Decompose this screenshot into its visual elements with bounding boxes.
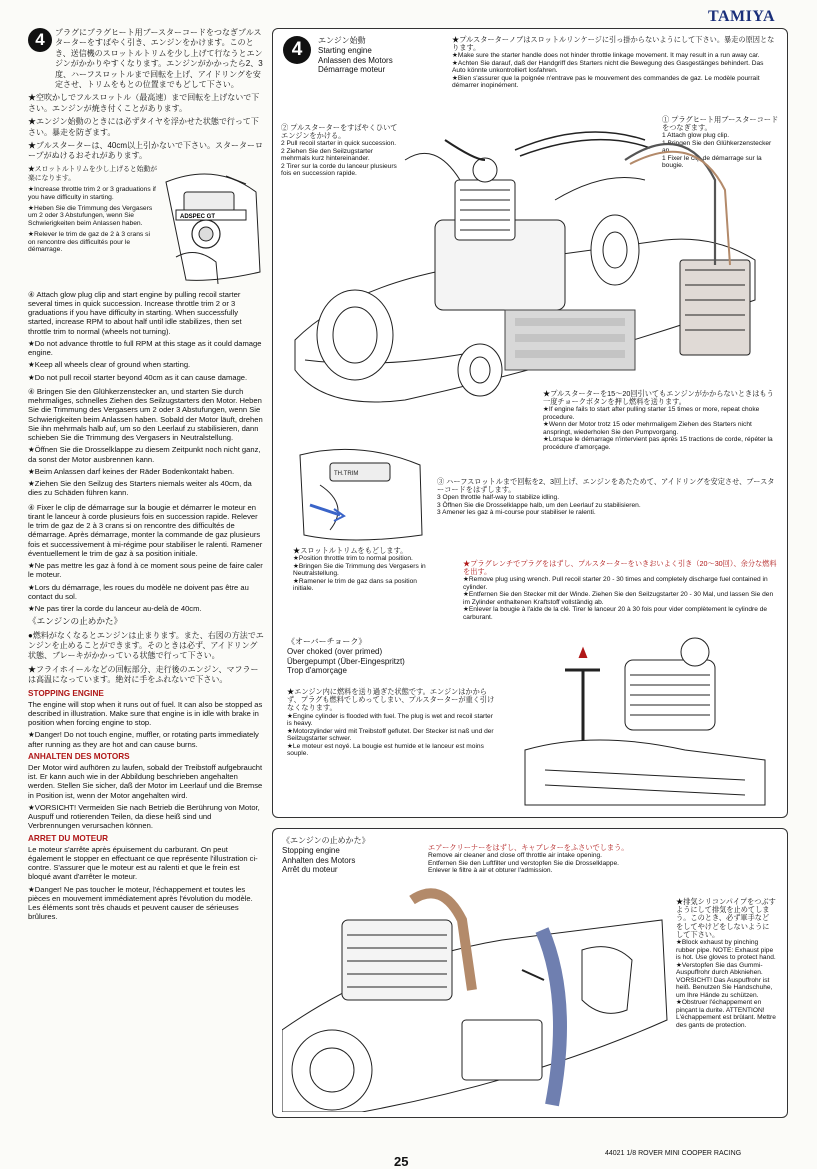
trim-reset-de: ★Bringen Sie die Trimmung des Vergasers in Neutralstellung.	[293, 562, 426, 578]
panel-title	[318, 36, 448, 74]
jp-intro: プラグにプラグヒート用ブースターコードをつなぎプルスターターをすばやく引き、エンジンをかけます。このとき、送信機のスロットルトリムを少し上げて行なうとエンジンがかかりやすくなります。エンジンがかかったら2、3度、ハーフスロットルまで回転を上げ、アイドリングを安定させ、トリムをもとの位置までもどして下さい。	[55, 28, 263, 89]
warn-en: ★Make sure the starter handle does not hinder throttle linkage movement. It may result in a run away car.	[452, 52, 760, 60]
s1-en: 1 Attach glow plug clip.	[662, 132, 730, 140]
stop-jp-heading: 《エンジンの止めかた》	[28, 616, 123, 627]
pipe-jp: ★排気シリコンパイプをつぶすようにして排気を止めてしまう。このとき、必ず軍手などをしてやけどをしないようにして下さい。	[676, 897, 776, 939]
fr-bullet: ★Ne pas tirer la corde du lanceur au-delà de 40cm.	[28, 604, 202, 614]
s3-fr: 3 Amener les gaz à mi-course pour stabiliser le ralenti.	[437, 509, 596, 517]
panel-title-en: Starting engine	[318, 46, 372, 56]
air-jp: エアークリーナーをはずし、キャブレターをふさいでしまう。	[428, 843, 629, 852]
stop-title-jp: 《エンジンの止めかた》	[282, 836, 370, 845]
s2-fr: 2 Tirer sur la corde du lanceur plusieurs fois en succession rapide.	[281, 162, 397, 178]
stop-de-warning: ★VORSICHT! Vermeiden Sie nach Betrieb die Berührung von Motor, Auspuff und rotierenden Teilen, da diese heiß sind und Verbrennungen verursachen können.	[28, 802, 260, 831]
s1-de: 1 Bringen Sie den Glühkerzenstecker an.	[662, 139, 772, 155]
jp-bullet: ★エンジン始動のときには必ずタイヤを浮かせた状態で行って下さい。暴走を防ぎます。	[28, 117, 259, 137]
flood-en: ★If engine fails to start after pulling starter 15 times or more, repeat choke procedure.	[543, 406, 760, 421]
car-engine-illustration	[285, 120, 785, 420]
over-b-en: ★Engine cylinder is flooded with fuel. The plug is wet and recoil starter is heavy.	[287, 712, 493, 728]
pipe-de: ★Verstopfen Sie das Gummi-Auspuffrohr durch Abkniehen. VORSICHT! Das Auspuffrohr ist heiß. Benutzen Sie Handschuhe, um Ihre Hände zu schützen.	[676, 961, 773, 999]
flood-de: ★Wenn der Motor trotz 15 oder mehrmaligem Ziehen des Starters nicht anspringt, wiederholen Sie den Pumpvorgang.	[543, 421, 752, 436]
over-choked-note	[287, 688, 497, 758]
warn-fr: ★Bien s'assurer que la poignée n'entrave pas le mouvement des commandes de gaz. Le modèle pourrait démarrer inopinément.	[452, 74, 760, 90]
gauge-label: ADSPEC GT	[180, 213, 216, 220]
s3-de: 3 Öffnen Sie die Drosselklappe halb, um den Leerlauf zu stabilisieren.	[437, 501, 641, 509]
stop-engine-illustration	[282, 880, 672, 1112]
jp-bullet: ★空吹かしでフルスロットル（最高速）まで回転を上げないで下さい。エンジンが焼き付くことがあります。	[28, 93, 260, 113]
s2-en: 2 Pull recoil starter in quick succession.	[281, 140, 397, 148]
fr-bullet: ★Ne pas mettre les gaz à fond à ce moment sous peine de faire caler le moteur.	[28, 561, 263, 580]
stop-title-de: Anhalten des Motors	[282, 855, 356, 865]
warn-jp: ★プルスターターノブはスロットルリンケージに引っ掛からないようにして下さい。暴走の原因となります。	[452, 35, 775, 53]
plug-fr: ★Enlever la bougie à l'aide de la clé. Tirer le lanceur 20 à 30 fois pour vider complètement le cylindre de carburant.	[463, 606, 768, 621]
stop-de-text: Der Motor wird aufhören zu laufen, sobald der Treibstoff aufgebraucht ist. Er kann auch wie in der Abbildung beschrieben angehalten werden. Stellen Sie sicher, daß der Motor im Leerlauf und die Bremse in Position ist, wenn der Motor angehalten wird.	[28, 762, 263, 800]
s1-fr: 1 Fixer le clip de démarrage sur la bougie.	[662, 154, 762, 170]
panel-title-fr: Démarrage moteur	[318, 64, 386, 74]
fr-bullet: ★Lors du démarrage, les roues du modèle ne doivent pas être au contact du sol.	[28, 582, 249, 601]
trim-label: TH.TRIM	[334, 471, 359, 477]
stop-jp-text: ●燃料がなくなるとエンジンは止まります。また、右図の方法でエンジンを止めることができます。そのときは必ず、アイドリング状態、ブレーキがかかっている状態で行って下さい。	[28, 630, 264, 661]
remove-plug-note	[463, 560, 778, 622]
over-choked-heading	[287, 637, 477, 675]
s2-jp: ② プルスターターをすばやくひいてエンジンをかける。	[281, 123, 398, 141]
pipe-fr: ★Obstruer l'échappement en pinçant la durite. ATTENTION! L'échappement est brûlant. Mettre des gants de protection.	[676, 999, 776, 1029]
stop-en-heading: STOPPING ENGINE	[28, 688, 104, 698]
plug-wrench-illustration	[505, 630, 775, 810]
brand-logo: TAMIYA	[707, 8, 775, 25]
stop-fr-warning: ★Danger! Ne pas toucher le moteur, l'échappement et toutes les pièces en mouvement immédiatement après l'évolution du modèle. Les éléments sont très chauds et peuvent causer de sérieuses brûlures.	[28, 884, 253, 922]
en-step-4: ④ Attach glow plug clip and start engine by pulling recoil starter several times in quick succession. Increase throttle trim 2 or 3 graduations if you have difficulty in starting. When successfully started, increase RPM to about half until idle stabilizes, then set throttle trim to normal (wheels not turning).	[28, 289, 242, 336]
s3-jp: ③ ハーフスロットルまで回転を2、3回上げ、エンジンをあたためて、アイドリングを安定させ、ブースターコードをはずします。	[437, 477, 775, 495]
en-bullet: ★Do not advance throttle to full RPM at this stage as it could damage engine.	[28, 338, 262, 358]
starter-handle-warning	[452, 36, 777, 90]
left-column	[28, 28, 264, 925]
en-bullet: ★Keep all wheels clear of ground when starting.	[28, 360, 191, 370]
stop-jp-warning: ★フライホイールなどの回転部分、走行後のエンジン、マフラーは高温になっています。絶対に手をふれないで下さい。	[28, 664, 259, 685]
trim-note-en: ★Increase throttle trim 2 or 3 graduations if you have difficulty in starting.	[28, 186, 156, 202]
plug-de: ★Entfernen Sie den Stecker mit der Winde. Ziehen Sie den Seilzugstarter 20 - 30 Mal, und lassen Sie den im Zylinder enthaltenen Kraftstoff vollständig ab.	[463, 591, 774, 606]
step-3-callout	[437, 478, 777, 517]
stop-title-fr: Arrêt du moteur	[282, 864, 338, 874]
trim-note-de: ★Heben Sie die Trimmung des Vergasers um 2 oder 3 Abstufungen, wenn Sie Schwierigkeiten beim Anlassen haben.	[28, 204, 153, 228]
trim-note-jp: ★スロットルトリムを少し上げると始動が楽になります。	[28, 165, 158, 182]
de-step-4: ④ Bringen Sie den Glühkerzenstecker an, und starten Sie durch mehrmaliges, schnelles Ziehen des Seilzugstarters den Motor. Heben Sie die Trimmung des Vergasers um 2 oder 3 Abstufungen, wenn Sie Schwierigkeiten beim Anlassen haben. Sobald der Motor läuft, drehen Sie ihn mehrmals halb auf, um so den Leerlauf zu stabilisieren, dann schieben Sie die Trimmung des Vergasers in Neutralstellung.	[28, 386, 263, 443]
over-fr: Trop d'amorçage	[287, 665, 347, 675]
over-de: Übergepumpt (Über-Eingespritzt)	[287, 656, 405, 666]
over-b-de: ★Motorzylinder wird mit Treibstoff geflutet. Der Stecker ist naß und der Seilzugstarter schwer.	[287, 727, 494, 743]
air-fr: Enlever le filtre à air et obturer l'admission.	[428, 867, 553, 875]
trim-note-block	[28, 166, 264, 286]
plug-jp: ★プラグレンチでプラグをはずし、プルスターターをいきおいよく引き（20〜30回）、余分な燃料を出す。	[463, 559, 777, 577]
trim-reset-note	[293, 547, 433, 593]
over-b-fr: ★Le moteur est noyé. La bougie est humide et le lanceur est moins souple.	[287, 742, 484, 758]
de-bullet: ★Öffnen Sie die Drosselklappe zu diesem Zeitpunkt noch nicht ganz, da sonst der Motor ausbrennen kann.	[28, 445, 261, 464]
jp-bullet: ★プルスターターは、40cm以上引かないで下さい。スターターロープがぬけるおそれがあります。	[28, 140, 263, 161]
stop-title-en: Stopping engine	[282, 846, 340, 856]
panel-step-badge: 4	[283, 36, 311, 64]
trim-note-fr: ★Relever le trim de gaz de 2 à 3 crans si on rencontre des difficultés pour le démarrage.	[28, 230, 150, 254]
over-jp: 《オーバーチョーク》	[287, 637, 367, 646]
s3-en: 3 Open throttle half-way to stabilize idling.	[437, 494, 560, 502]
de-bullet: ★Beim Anlassen darf keines der Räder Bodenkontakt haben.	[28, 466, 235, 476]
exhaust-pipe-note	[676, 898, 776, 1029]
s1-jp: ① プラグヒート用ブースターコードをつなぎます。	[662, 115, 779, 133]
step-number-badge: 4	[28, 28, 52, 52]
stop-en-warning: ★Danger! Do not touch engine, muffler, or rotating parts immediately after running as they are hot and can cause burns.	[28, 730, 259, 749]
de-bullet: ★Ziehen Sie den Seilzug des Starters niemals weiter als 40cm, da dies zu Schäden führen kann.	[28, 479, 252, 498]
fr-step-4: ④ Fixer le clip de démarrage sur la bougie et démarrer le moteur en tirant le lanceur à corde plusieurs fois en succession rapide. Relever le trim de gaz de 2 à 3 crans si on rencontre des difficultés de démarrage. Après démarrage, monter la commande de gaz plusieurs fois et successivement à mi-régime pour stabiliser le ralenti. Ramener éventuellement le trim de gaz à sa position initiale.	[28, 502, 263, 558]
over-en: Over choked (over primed)	[287, 647, 383, 657]
throttle-trim-illustration	[290, 445, 438, 545]
warn-de: ★Achten Sie darauf, daß der Handgriff des Starters nicht die Bewegung des Gasgestänges behindert. Das Auto könnte unkontrolliert losfahren.	[452, 59, 764, 75]
page-number: 25	[394, 1154, 409, 1169]
stop-fr-text: Le moteur s'arrête après épuisement du carburant. On peut également le stopper en effectuant ce que représente l'illustration ci-contre. S'assurer que le moteur est au ralenti et que le frein est bloqué avant d'arrêter le moteur.	[28, 844, 258, 882]
stop-de-heading: ANHALTEN DES MOTORS	[28, 751, 130, 761]
flood-jp: ★プルスターターを15〜20回引いてもエンジンがかからないときはもう一度チョークボタンを押し燃料を送ります。	[543, 389, 774, 407]
stop-en-text: The engine will stop when it runs out of fuel. It can also be stopped as described in illustration. Make sure that engine is in idle with brake in position when forcing engine to stop.	[28, 699, 263, 728]
air-cleaner-note	[428, 844, 718, 875]
plug-en: ★Remove plug using wrench. Pull recoil starter 20 - 30 times and completely discharge fuel contained in cylinder.	[463, 576, 768, 591]
pipe-en: ★Block exhaust by pinching rubber pipe. NOTE: Exhaust pipe is hot. Use gloves to protect hand.	[676, 939, 776, 962]
stop-fr-heading: ARRET DU MOTEUR	[28, 833, 109, 843]
stop-panel-title	[282, 836, 402, 874]
flood-note	[543, 390, 778, 452]
footer-model: 44021 1/8 ROVER MINI COOPER RACING	[605, 1150, 742, 1157]
trim-reset-en: ★Position throttle trim to normal position.	[293, 555, 413, 563]
trim-reset-jp: ★スロットルトリムをもどします。	[293, 546, 408, 555]
over-b-jp: ★エンジン内に燃料を送り過ぎた状態です。エンジンはかからず、プラグも燃料でしめってしまい、プルスターターが重く引けなくなります。	[287, 687, 495, 713]
air-de: Entfernen Sie den Luftfilter und verstopfen Sie die Drosselklappe.	[428, 859, 619, 867]
air-en: Remove air cleaner and close off throttle air intake opening.	[428, 852, 602, 860]
transmitter-illustration	[156, 162, 266, 286]
trim-reset-fr: ★Ramener le trim de gaz dans sa position initiale.	[293, 577, 417, 593]
en-bullet: ★Do not pull recoil starter beyond 40cm as it can cause damage.	[28, 372, 248, 382]
s2-de: 2 Ziehen Sie den Seilzugstarter mehrmals kurz hintereinander.	[281, 147, 374, 163]
flood-fr: ★Lorsque le démarrage n'intervient pas après 15 tractions de corde, répéter la procédure d'amorçage.	[543, 436, 773, 451]
panel-title-jp: エンジン始動	[318, 36, 366, 45]
panel-title-de: Anlassen des Motors	[318, 55, 393, 65]
